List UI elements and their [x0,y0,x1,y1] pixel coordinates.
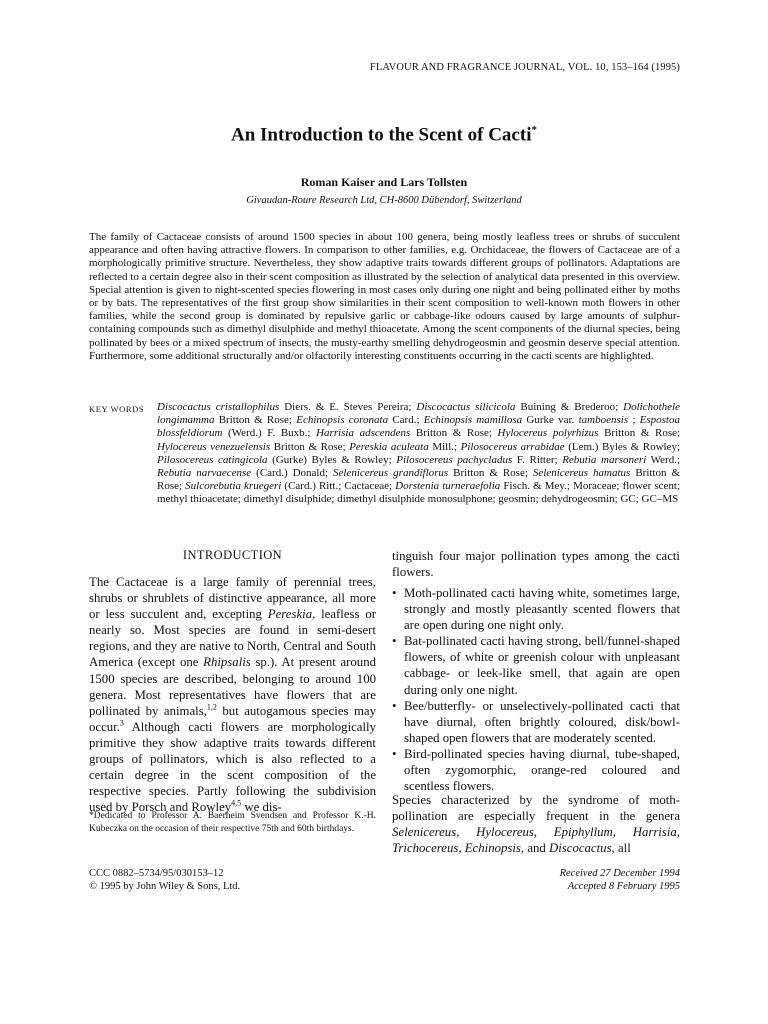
keyword-authority: Britton & Rose; [157,467,681,493]
keyword-authority: Cactaceae; [344,480,393,493]
copyright: © 1995 by John Wiley & Sons, Ltd. [89,881,241,892]
keyword-species-name: Echinopsis coronata [296,414,389,427]
keyword-species-name: Discocactus cristallophilus [157,401,280,413]
ref-superscript: 1,2 [206,702,217,712]
introduction-paragraph [89,574,376,815]
keyword-authority: Britton & Rose; [218,414,292,427]
keyword-authority: Buining & Brederoo; [520,401,619,413]
keyword-authority: (Lem.) Byles & Rowley; [568,440,681,453]
keyword-authority: Gurke var. [526,414,575,427]
genus-discocactus: Discocactus, [549,841,615,856]
keyword-authority: Diers. & E. Steves Pereira; [284,401,412,413]
dedication-footnote: *Dedicated to Professor A. Baerheim Svendsen and Professor K.-H. Kubeczka on the occasion of their respective 75th and 60th birthdays. [89,811,376,834]
genera-list: Selenicereus, Hylocereus, Epiphyllum, Harrisia, Trichocereus, Echinopsis, [392,825,680,856]
intro-text-4: but autogamous species may occur. [89,703,377,734]
intro-genus-rhipsalis: Rhipsalis [203,655,251,670]
list-item-text: Bat-pollinated cacti having strong, bell/funnel-shaped flowers, of white or greenish colour with unpleasant cabbage- or leek-like smell, that again are open during only one night. [404,634,680,697]
abstract: The family of Cactaceae consists of around 1500 species in about 100 genera, being mostly leafless trees or shrubs of succulent appearance and often having attractive flowers. In comparison to other families, e.g. Orchidaceae, the flowers of Cactaceae are of a morphologically primitive structure. Nevertheless, they show adaptive traits towards different groups of pollinators. Adaptations are reflected to a certain degree also in their scent composition as illustrated by the selection of analytical data presented in this overview. Special attention is given to night-scented species flowering in most cases only during one night and being pollinated either by moths or by bats. The representatives of the first group show similarities in their scent composition to well-known moth flowers in other families, while the second group is dominated by repulsive garlic or cabbage-like odours caused by large amounts of sulphur-containing compounds such as dimethyl disulphide and methyl thioacetate. Among the scent components of the diurnal species, being pollinated by bees or a mixed spectrum of insects, the musty-earthy smelling dehydrogeosmin and geosmin deserve special attention. Furthermore, some additional structurally and/or olfactorily interesting constituents occurring in the cacti scents are highlighted. [89,231,680,362]
keyword-authority: F. Ritter; [516,453,558,466]
bullet-icon: • [392,586,397,600]
intro-text-2: , leafless or nearly so. Most species are found in semi-desert regions, and they are native to North, Central and South America (except one [89,607,376,670]
list-item [392,698,680,746]
keyword-species-name: Hylocereus venezuelensis [157,440,271,453]
keyword-authority: Britton & Rose; [273,440,346,453]
keyword-species-name: Rebutia narvaecense [157,467,252,480]
title-footnote-mark: * [531,124,537,136]
keyword-species-name: Rebutia marsoneri [562,453,647,466]
ref-superscript: 4,5 [231,799,242,809]
keyword-authority: (Card.) Ritt.; [284,480,342,493]
keyword-species-name: Echinopsis mamillosa [423,414,523,427]
list-item-text: Moth-pollinated cacti having white, sometimes large, strongly and mostly pleasantly scented flowers that are open during one night only. [404,586,680,633]
keyword-species-name: Sulcorebutia kruegeri [185,480,282,493]
accepted-date: Accepted 8 February 1995 [567,881,680,892]
keyword-authority: Moraceae; flower scent; methyl thioacetate; dimethyl disulphide; dimethyl disulphide monosulphone; geosmin; dehydrogeosmin; GC; GC–MS [157,480,681,506]
keyword-species-name: Pilosocereus pachycladus [396,453,513,466]
intro-genus-pereskia: Pereskia [267,607,313,622]
right-column-continuation: tinguish four major pollination types among the cacti flowers. [392,549,680,580]
keyword-authority: Mill.; [432,440,458,453]
keyword-species-name: Selenicereus hamatus [532,467,631,480]
list-item [392,585,680,633]
bullet-icon: • [392,634,397,649]
keyword-authority: Britton & Rose; [453,467,528,480]
title-text: An Introduction to the Scent of Cacti [231,124,532,146]
keyword-species-name: Discocactus silicicola [416,401,516,413]
list-item-text: Bee/butterfly- or unselectively-pollinated cacti that have diurnal, often brightly coloured, disk/bowl-shaped open flowers that are moderately scented. [404,698,680,745]
keyword-species-name: Pilosocereus catingicola [157,453,268,466]
intro-text-5: Although cacti flowers are morphologically primitive they show adaptive traits towards different groups of pollinators, which is also reflected to a certain degree in the scent composition of the respective species. Partly following the subdivision used by Porsch and Rowley [89,719,376,815]
list-item [392,633,680,697]
bullet-icon: • [392,746,397,761]
keywords-list [157,401,680,507]
list-item [392,746,680,794]
intro-text-6: we dis- [244,800,282,815]
bullet-icon: • [392,698,397,713]
ref-superscript: 3 [119,718,124,728]
running-head: FLAVOUR AND FRAGRANCE JOURNAL, VOL. 10, 153–164 (1995) [369,62,680,73]
conjunction: and [527,841,546,856]
paragraph-tail: all [617,841,631,856]
pollination-types-list [392,585,680,794]
intro-text-3: sp.). At present around 1500 species are described, belonging to around 100 genera. Most representatives have flowers that are pollinated by animals, [89,655,376,718]
keywords-label: KEY WORDS [89,404,145,414]
received-date: Received 27 December 1994 [559,868,680,879]
keyword-species-name: tamboensis [578,414,629,427]
keyword-species-name: Selenicereus grandiflorus [333,467,449,480]
ccc-code: CCC 0882–5734/95/030153–12 [89,868,224,879]
keyword-species-name: Espostoa blossfeldiorum [157,414,680,440]
keyword-species-name: Harrisia adscendens [316,427,411,440]
keyword-species-name: Hylocereus polyrhizus [497,427,599,440]
keyword-authority: ; [632,414,636,427]
keyword-authority: (Werd.) F. Buxb.; [228,427,311,440]
moth-pollination-paragraph [392,792,680,856]
paragraph-text: Species characterized by the syndrome of moth-pollination are especially frequent in the genera [392,793,680,824]
article-title [0,124,768,146]
keyword-authority: Werd.; [650,453,681,466]
affiliation: Givaudan-Roure Research Ltd, CH-8600 Dübendorf, Switzerland [246,195,522,206]
section-heading-introduction: INTRODUCTION [182,548,283,562]
list-item-text: Bird-pollinated species having diurnal, tube-shaped, often zygomorphic, orange-red coloured and scentless flowers. [404,746,680,794]
keyword-species-name: Pereskia aculeata [349,440,429,453]
keyword-authority: Card.; [392,414,420,427]
keyword-species-name: Dolichothele longimamma [157,401,680,427]
keyword-authority: Britton & Rose; [415,427,492,440]
keyword-authority: (Card.) Donald; [256,467,329,480]
keyword-authority: Fisch. & Mey.; [503,480,570,493]
keyword-authority: (Gurke) Byles & Rowley; [272,453,392,466]
keyword-authority: Britton & Rose; [604,427,681,440]
keyword-species-name: Dorstenia turneraefolia [395,480,501,493]
authors: Roman Kaiser and Lars Tollsten [300,175,468,189]
intro-text-1: The Cactaceae is a large family of perennial trees, shrubs or shrublets of distinctive appearance, all more or less succulent and, excepting [89,575,376,622]
keyword-species-name: Pilosocereus arrabidae [460,440,565,453]
